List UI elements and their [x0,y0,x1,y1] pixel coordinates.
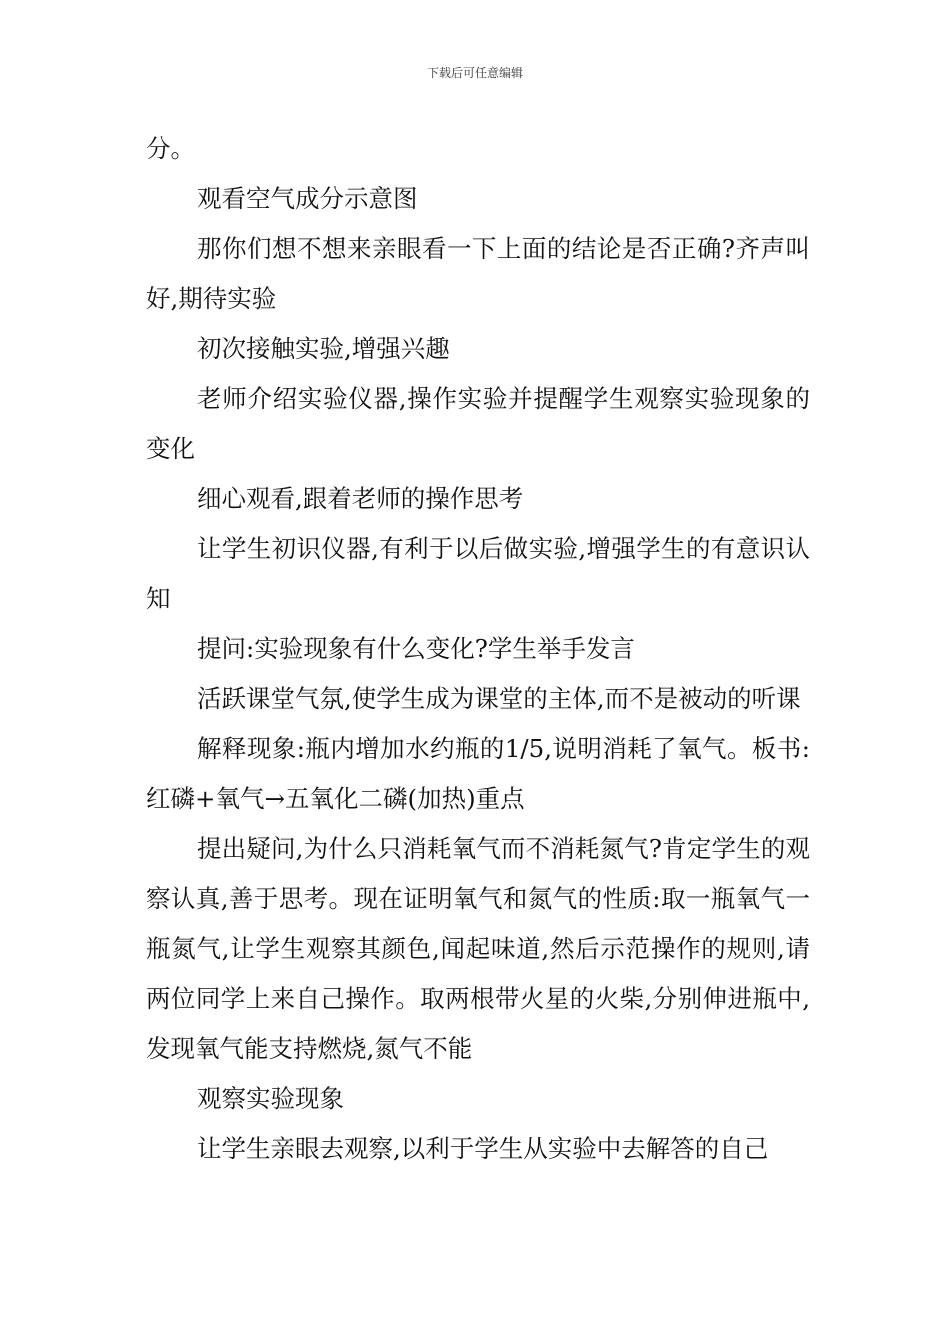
paragraph-8: 提问:实验现象有什么变化?学生举手发言 [197,634,635,663]
paragraph-2: 观看空气成分示意图 [197,184,418,213]
paragraph-3: 那你们想不想来亲眼看一下上面的结论是否正确?齐声叫好,期待实验 [146,234,810,313]
paragraph-10: 解释现象:瓶内增加水约瓶的1/5,说明消耗了氧气。板书:红磷+氧气→五氧化二磷(加热)重点 [146,734,810,813]
paragraph-5: 老师介绍实验仪器,操作实验并提醒学生观察实验现象的变化 [146,384,810,463]
paragraph-12: 观察实验现象 [197,1084,344,1113]
paragraph-1: 分。 [146,134,195,163]
paragraph-13: 让学生亲眼去观察,以利于学生从实验中去解答的自己 [197,1134,769,1163]
page-header: 下载后可任意编辑 [426,66,523,80]
document-body [146,124,810,1174]
paragraph-11: 提出疑问,为什么只消耗氧气而不消耗氮气?肯定学生的观察认真,善于思考。现在证明氧气和氮气的性质:取一瓶氧气一瓶氮气,让学生观察其颜色,闻起味道,然后示范操作的规则,请两位同学上来自己操作。取两根带火星的火柴,分别伸进瓶中,发现氧气能支持燃烧,氮气不能 [146,834,810,1063]
paragraph-7: 让学生初识仪器,有利于以后做实验,增强学生的有意识认知 [146,534,810,613]
paragraph-4: 初次接触实验,增强兴趣 [197,334,450,363]
paragraph-9: 活跃课堂气氛,使学生成为课堂的主体,而不是被动的听课 [197,684,801,713]
paragraph-6: 细心观看,跟着老师的操作思考 [197,484,524,513]
